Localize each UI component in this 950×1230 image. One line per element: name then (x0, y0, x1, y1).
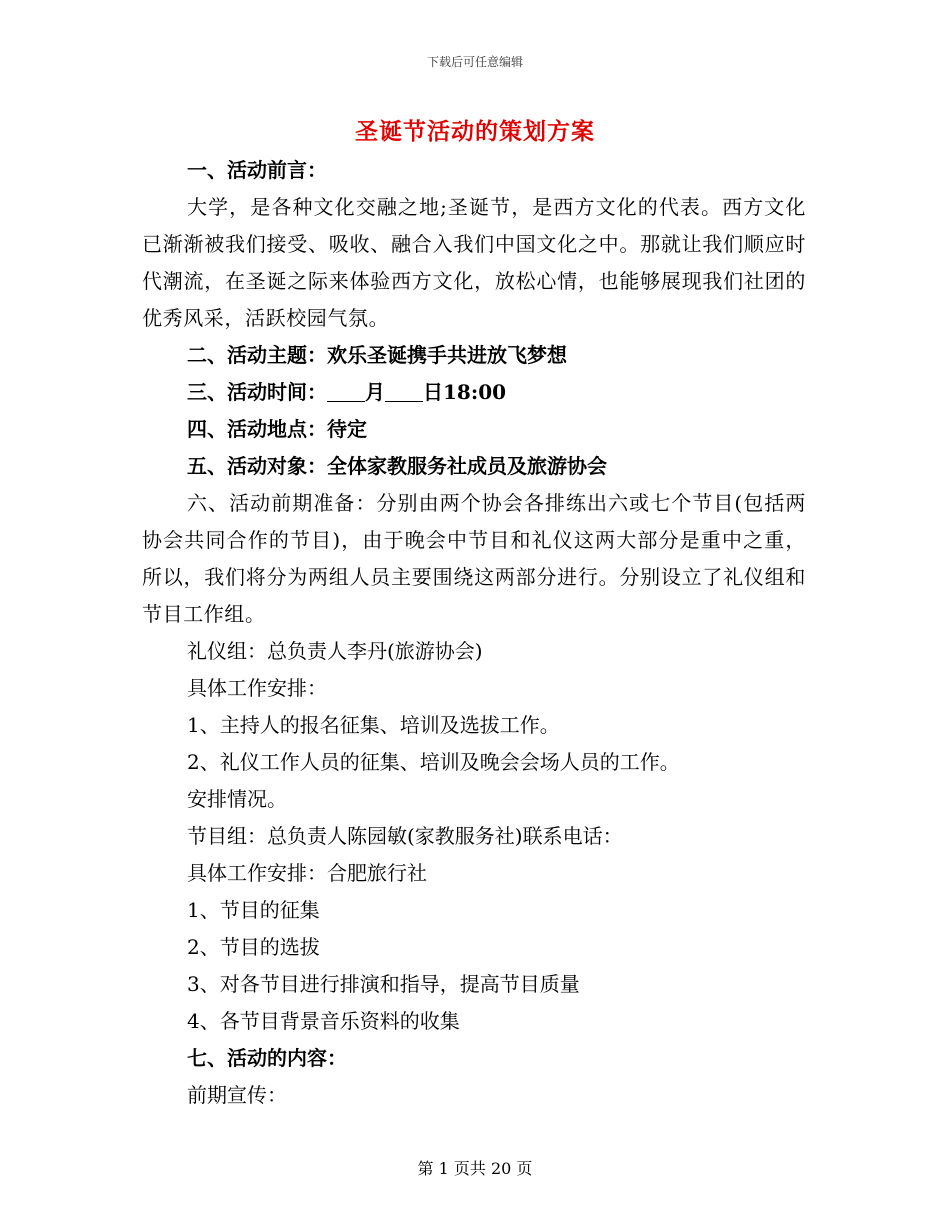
document-body (142, 152, 806, 1114)
section-7-subheading: 前期宣传： (187, 1083, 287, 1107)
list-item: 4、各节目背景音乐资料的收集 (187, 1009, 460, 1033)
month-blank (327, 381, 365, 402)
page-footer: 第 1 页共 20 页 (417, 1159, 533, 1178)
list-item: 2、礼仪工作人员的征集、培训及晚会会场人员的工作。 (187, 750, 680, 774)
list-item: 1、主持人的报名征集、培训及选拔工作。 (187, 713, 560, 737)
jiemu-group-line: 节目组：总负责人陈园敏(家教服务社)联系电话： (187, 824, 623, 848)
section-1-heading: 一、活动前言： (187, 158, 327, 182)
month-label: 月 (365, 380, 385, 404)
time-value: 18:00 (443, 380, 507, 404)
section-1-paragraph: 大学，是各种文化交融之地;圣诞节，是西方文化的代表。西方文化已渐渐被我们接受、吸收、融合入我们中国文化之中。那就让我们顺应时代潮流，在圣诞之际来体验西方文化，放松心情，也能够展现我们社团的优秀风采，活跃校园气氛。 (142, 195, 806, 330)
day-blank (385, 381, 423, 402)
jiemu-arrange-line: 具体工作安排：合肥旅行社 (187, 861, 427, 885)
list-item: 3、对各节目进行排演和指导，提高节目质量 (187, 972, 580, 996)
arrange-status-line: 安排情况。 (187, 787, 287, 811)
time-label: 三、活动时间： (187, 380, 327, 404)
section-4-location: 四、活动地点：待定 (187, 417, 367, 441)
section-7-heading: 七、活动的内容： (187, 1046, 347, 1070)
page-header: 下载后可任意编辑 (426, 55, 523, 69)
list-item: 1、节目的征集 (187, 898, 320, 922)
liyi-group-line: 礼仪组：总负责人李丹(旅游协会) (187, 639, 483, 663)
section-2-theme: 二、活动主题：欢乐圣诞携手共进放飞梦想 (187, 343, 567, 367)
document-title: 圣诞节活动的策划方案 (355, 118, 595, 145)
day-label: 日 (423, 380, 443, 404)
section-5-audience: 五、活动对象：全体家教服务社成员及旅游协会 (187, 454, 607, 478)
liyi-arrange-line: 具体工作安排： (187, 676, 327, 700)
list-item: 2、节目的选拔 (187, 935, 320, 959)
section-6-paragraph: 六、活动前期准备：分别由两个协会各排练出六或七个节目(包括两协会共同合作的节目)，由于晚会中节目和礼仪这两大部分是重中之重，所以，我们将分为两组人员主要围绕这两部分进行。分别设立了礼仪组和节目工作组。 (142, 491, 806, 626)
section-3-time (142, 374, 806, 411)
